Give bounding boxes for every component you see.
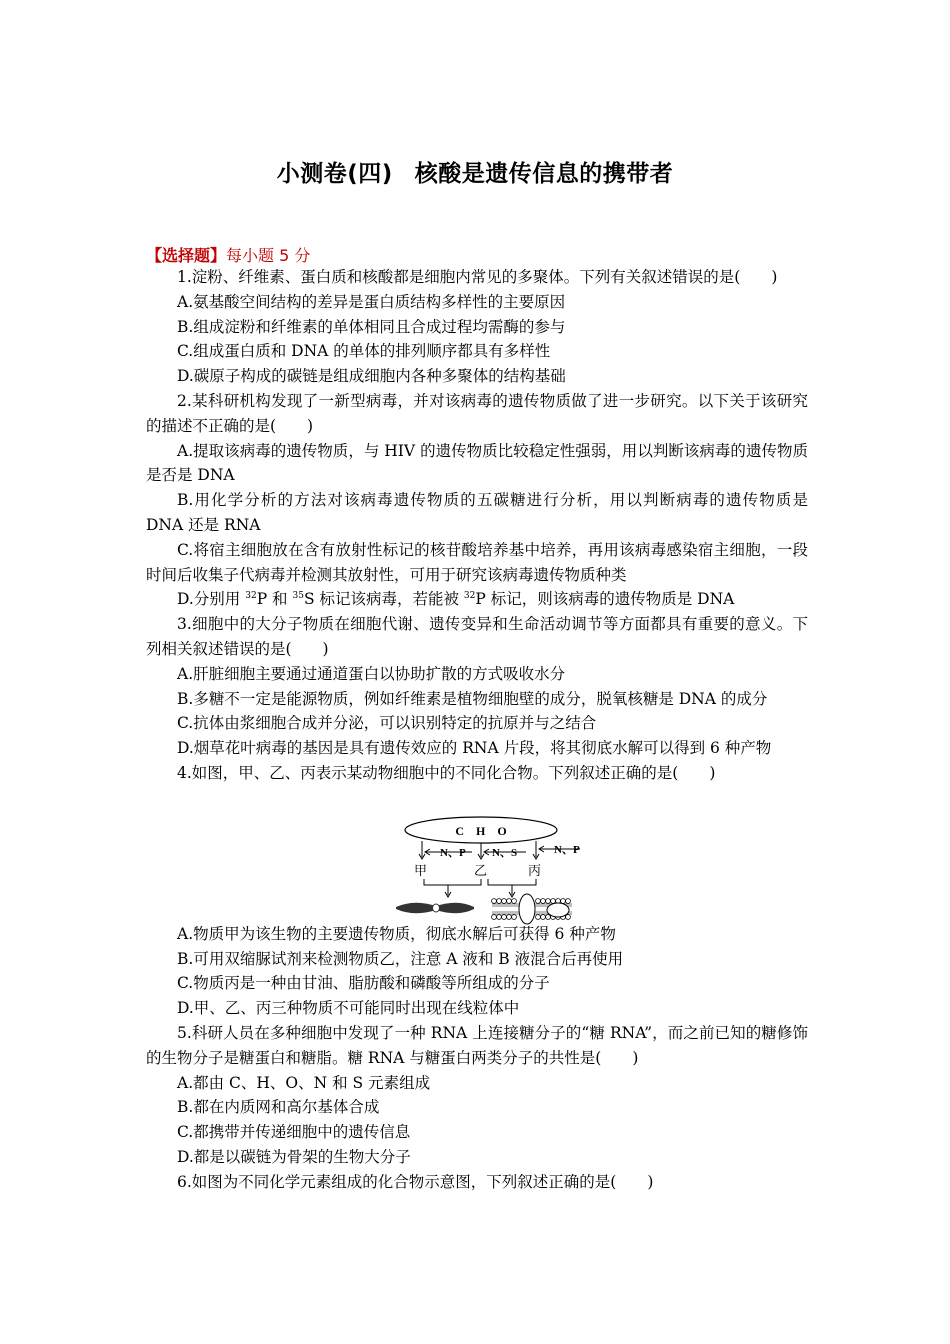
label-yi: 乙: [474, 864, 488, 879]
q2-stem: 2.某科研机构发现了一新型病毒，并对该病毒的遗传物质做了进一步研究。以下关于该研究的描述不正确的是( ): [146, 391, 808, 435]
q4-option-a: A.物质甲为该生物的主要遗传物质，彻底水解后可获得 6 种产物: [177, 924, 616, 943]
q5-option-a: A.都由 C、H、O、N 和 S 元素组成: [177, 1073, 431, 1092]
q3-option-b: B.多糖不一定是能源物质，例如纤维素是植物细胞壁的成分，脱氧核糖是 DNA 的成分: [177, 689, 768, 708]
page-title: [0, 155, 950, 188]
q5-option-b: B.都在内质网和高尔基体合成: [177, 1098, 380, 1117]
isotope-32-second: 32: [463, 591, 476, 602]
q1-stem: 1.淀粉、纤维素、蛋白质和核酸都是细胞内常见的多聚体。下列有关叙述错误的是( ): [177, 268, 778, 286]
q2-d-part2: P 和: [256, 590, 293, 609]
q2-option-b: B.用化学分析的方法对该病毒遗传物质的五碳糖进行分析，用以判断病毒的遗传物质是 DNA 还是 RNA: [146, 491, 808, 534]
q2-option-d: [146, 587, 808, 612]
q4-option-b: B.可用双缩脲试剂来检测物质乙，注意 A 液和 B 液混合后再使用: [177, 949, 624, 968]
section-points: 每小题 5 分: [226, 246, 311, 265]
q4-option-c: C.物质丙是一种由甘油、脂肪酸和磷酸等所组成的分子: [177, 974, 550, 993]
q4-stem: 4.如图，甲、乙、丙表示某动物细胞中的不同化合物。下列叙述正确的是( ): [177, 763, 716, 782]
label-np1: N、P: [440, 847, 466, 859]
q3-option-a: A.肝脏细胞主要通过通道蛋白以协助扩散的方式吸收水分: [177, 664, 566, 683]
title-main: 小测卷(四): [276, 161, 393, 187]
q3-option-c: C.抗体由浆细胞合成并分泌，可以识别特定的抗原并与之结合: [177, 714, 597, 733]
q2-option-c: C.将宿主细胞放在含有放射性标记的核苷酸培养基中培养，再用该病毒感染宿主细胞，一段时间后收集子代病毒并检测其放射性，可用于研究该病毒遗传物质种类: [146, 540, 808, 584]
label-bing: 丙: [528, 864, 542, 879]
bracket-jia-yi: [424, 879, 481, 885]
label-np2: N、P: [554, 844, 580, 856]
elements-cho-label: C H O: [455, 824, 507, 838]
title-sub: 核酸是遗传信息的携带者: [414, 161, 674, 187]
q2-option-a: A.提取该病毒的遗传物质，与 HIV 的遗传物质比较稳定性强弱，用以判断该病毒的遗传物质是否是 DNA: [146, 441, 808, 485]
q3-stem: 3.细胞中的大分子物质在细胞代谢、遗传变异和生命活动调节等方面都具有重要的意义。下列相关叙述错误的是( ): [146, 615, 808, 658]
q1-option-d: D.碳原子构成的碳链是组成细胞内各种多聚体的结构基础: [177, 367, 566, 386]
q5-stem: 5.科研人员在多种细胞中发现了一种 RNA 上连接糖分子的“糖 RNA”，而之前已知的糖修饰的生物分子是糖蛋白和糖脂。糖 RNA 与糖蛋白两类分子的共性是( ): [146, 1023, 808, 1067]
q2-d-part4: P 标记，则该病毒的遗传物质是 DNA: [475, 590, 735, 609]
q2-d-part1: D.分别用: [177, 590, 246, 609]
q2-d-part3: S 标记该病毒，若能被: [303, 590, 464, 609]
label-ns: N、S: [492, 847, 518, 859]
bracket-yi-bing: [488, 879, 536, 885]
q6-stem: 6.如图为不同化学元素组成的化合物示意图，下列叙述正确的是( ): [177, 1172, 654, 1191]
label-jia: 甲: [414, 864, 428, 879]
q5-option-c: C.都携带并传递细胞中的遗传信息: [177, 1123, 411, 1142]
chromosome-icon: [396, 903, 474, 914]
cell-membrane-icon: [492, 894, 572, 924]
q1-option-a: A.氨基酸空间结构的差异是蛋白质结构多样性的主要原因: [177, 292, 566, 311]
q1-option-c: C.组成蛋白质和 DNA 的单体的排列顺序都具有多样性: [177, 342, 551, 361]
q4-option-d: D.甲、乙、丙三种物质不可能同时出现在线粒体中: [177, 999, 520, 1018]
isotope-32: 32: [245, 591, 257, 602]
q3-option-d: D.烟草花叶病毒的基因是具有遗传效应的 RNA 片段，将其彻底水解可以得到 6 种产物: [177, 739, 772, 758]
section-heading: [146, 243, 310, 266]
isotope-35: 35: [292, 591, 304, 602]
q5-option-d: D.都是以碳链为骨架的生物大分子: [177, 1147, 411, 1166]
compound-diagram: [384, 813, 590, 935]
section-label: 【选择题】: [146, 246, 227, 265]
q1-option-b: B.组成淀粉和纤维素的单体相同且合成过程均需酶的参与: [177, 317, 566, 336]
question-body: [146, 265, 808, 1195]
